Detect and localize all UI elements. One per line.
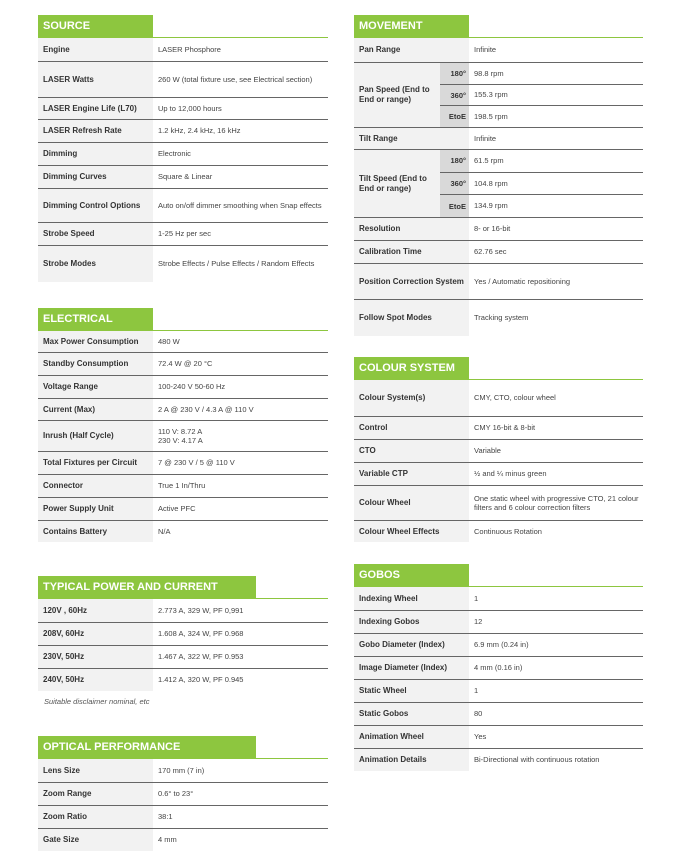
spec-label: Connector: [38, 475, 153, 497]
spec-label: Inrush (Half Cycle): [38, 421, 153, 451]
section-header: [38, 15, 328, 38]
spec-value: 4 mm: [158, 835, 177, 845]
spec-row: [354, 587, 643, 610]
spec-row: [354, 656, 643, 679]
spec-label: Static Gobos: [354, 703, 469, 725]
spec-value: 1.467 A, 322 W, PF 0.953: [158, 652, 244, 662]
spec-row: [38, 497, 328, 520]
section-header: [38, 576, 328, 599]
spec-value: 1.608 A, 324 W, PF 0.968: [158, 629, 244, 639]
spec-label: Control: [354, 417, 469, 439]
spec-row: [354, 299, 643, 336]
spec-value: 38:1: [158, 812, 173, 822]
spec-row: [354, 748, 643, 771]
spec-row: [354, 520, 643, 542]
spec-value: 1.412 A, 320 W, PF 0.945: [158, 675, 244, 685]
spec-row: [354, 380, 643, 416]
spec-row: [354, 485, 643, 520]
spec-value: 110 V: 8.72 A 230 V: 4.17 A: [158, 426, 203, 445]
spec-row: [38, 38, 328, 61]
section-header: [38, 736, 328, 759]
spec-row: [38, 645, 328, 668]
spec-label: Indexing Gobos: [354, 611, 469, 633]
sub-row: [440, 172, 643, 195]
spec-label: Dimming Control Options: [38, 189, 153, 222]
spec-row: [38, 142, 328, 165]
spec-row: [354, 217, 643, 240]
spec-row: [38, 828, 328, 851]
spec-value: Up to 12,000 hours: [158, 103, 222, 113]
spec-value: N/A: [158, 526, 171, 536]
spec-row: [354, 416, 643, 439]
section-title: OPTICAL PERFORMANCE: [38, 736, 256, 758]
spec-value: 12: [474, 617, 483, 627]
spec-label: Engine: [38, 38, 153, 61]
spec-value: 4 mm (0.16 in): [474, 663, 523, 673]
spec-label: Static Wheel: [354, 680, 469, 702]
sub-value: 198.5 rpm: [474, 111, 508, 121]
section-title: GOBOS: [354, 564, 469, 586]
spec-label: Voltage Range: [38, 376, 153, 398]
spec-label: Resolution: [354, 218, 469, 240]
spec-label: 240V, 50Hz: [38, 669, 153, 691]
spec-label: Pan Speed (End to End or range): [354, 63, 440, 127]
spec-label: Standby Consumption: [38, 353, 153, 375]
spec-row: [38, 188, 328, 222]
spec-value: Yes / Automatic repositioning: [474, 276, 571, 286]
spec-value: Continuous Rotation: [474, 526, 542, 536]
spec-label: Animation Wheel: [354, 726, 469, 748]
spec-label: Total Fixtures per Circuit: [38, 452, 153, 474]
spec-value: True 1 In/Thru: [158, 481, 206, 491]
spec-row: [354, 149, 643, 217]
sub-label: 180°: [440, 150, 469, 172]
spec-value: 1: [474, 593, 479, 603]
spec-row: [38, 352, 328, 375]
section-header: [354, 564, 643, 587]
spec-value: 6.9 mm (0.24 in): [474, 640, 529, 650]
spec-row: [38, 622, 328, 645]
spec-row: [354, 62, 643, 127]
spec-value: Bi-Directional with continuous rotation: [474, 755, 600, 765]
spec-value: 260 W (total fixture use, see Electrical section): [158, 74, 313, 84]
spec-label: Current (Max): [38, 399, 153, 420]
spec-label: Image Diameter (Index): [354, 657, 469, 679]
spec-value: 170 mm (7 in): [158, 765, 205, 775]
section-optical: [38, 736, 328, 851]
spec-label: Max Power Consumption: [38, 331, 153, 352]
spec-label: Strobe Speed: [38, 223, 153, 245]
sub-value: 61.5 rpm: [474, 156, 504, 166]
spec-row: [38, 782, 328, 805]
section-header: [354, 15, 643, 38]
spec-row: [354, 679, 643, 702]
spec-label: Gobo Diameter (Index): [354, 634, 469, 656]
spec-value: One static wheel with progressive CTO, 21 colour filters and 6 colour correction filters: [474, 493, 639, 512]
section-title: SOURCE: [38, 15, 153, 37]
spec-label: Dimming: [38, 143, 153, 165]
sub-value: 98.8 rpm: [474, 68, 504, 78]
spec-value: 80: [474, 709, 483, 719]
spec-label: 120V , 60Hz: [38, 599, 153, 622]
spec-row: [38, 331, 328, 352]
spec-label: Dimming Curves: [38, 166, 153, 188]
spec-row: [354, 127, 643, 149]
spec-value: Yes: [474, 732, 487, 742]
spec-value: Electronic: [158, 149, 191, 159]
sub-rows: [440, 63, 643, 127]
sub-row: [440, 63, 643, 84]
section-source: [38, 15, 328, 282]
spec-label: Calibration Time: [354, 241, 469, 263]
spec-label: Zoom Range: [38, 783, 153, 805]
spec-value: CMY, CTO, colour wheel: [474, 393, 556, 403]
section-gobos: [354, 564, 643, 771]
sub-value: 155.3 rpm: [474, 90, 508, 100]
spec-value: 0.6° to 23°: [158, 789, 194, 799]
section-title: COLOUR SYSTEM: [354, 357, 469, 379]
sub-row: [440, 194, 643, 217]
spec-row: [354, 725, 643, 748]
disclaimer-note: Suitable disclaimer nominal, etc: [44, 697, 150, 706]
spec-value: CMY 16-bit & 8-bit: [474, 423, 536, 433]
section-movement: [354, 15, 643, 336]
spec-row: [354, 263, 643, 299]
spec-value: 1.2 kHz, 2.4 kHz, 16 kHz: [158, 126, 241, 136]
spec-label: LASER Refresh Rate: [38, 120, 153, 142]
spec-value: 8- or 16-bit: [474, 224, 511, 234]
section-typical-power: [38, 576, 328, 691]
spec-value: 2 A @ 230 V / 4.3 A @ 110 V: [158, 404, 254, 414]
spec-label: 230V, 50Hz: [38, 646, 153, 668]
spec-label: Colour System(s): [354, 380, 469, 416]
spec-label: Pan Range: [354, 38, 469, 62]
spec-value: 7 @ 230 V / 5 @ 110 V: [158, 458, 235, 468]
spec-value: 480 W: [158, 336, 180, 346]
spec-value: Strobe Effects / Pulse Effects / Random Effects: [158, 259, 315, 269]
sub-label: EtoE: [440, 106, 469, 127]
sub-label: EtoE: [440, 195, 469, 217]
spec-row: [38, 451, 328, 474]
spec-row: [354, 702, 643, 725]
spec-value: 2.773 A, 329 W, PF 0,991: [158, 605, 244, 615]
spec-row: [38, 245, 328, 282]
section-header: [38, 308, 328, 331]
sub-row: [440, 84, 643, 106]
spec-row: [38, 420, 328, 451]
spec-value: Infinite: [474, 45, 497, 55]
section-title: TYPICAL POWER AND CURRENT: [38, 576, 256, 598]
spec-row: [354, 633, 643, 656]
spec-row: [354, 240, 643, 263]
spec-value: 1-25 Hz per sec: [158, 229, 211, 239]
spec-label: Tilt Range: [354, 128, 469, 149]
spec-row: [38, 759, 328, 782]
spec-row: [38, 375, 328, 398]
section-header: [354, 357, 643, 380]
spec-label: Follow Spot Modes: [354, 300, 469, 336]
spec-value: 72.4 W @ 20 °C: [158, 359, 213, 369]
sub-row: [440, 150, 643, 172]
spec-label: Gate Size: [38, 829, 153, 851]
spec-label: Animation Details: [354, 749, 469, 771]
spec-row: [354, 610, 643, 633]
spec-row: [38, 222, 328, 245]
spec-row: [38, 61, 328, 97]
spec-label: LASER Watts: [38, 62, 153, 97]
sub-label: 360°: [440, 85, 469, 106]
section-title: ELECTRICAL: [38, 308, 153, 330]
spec-value: ½ and ¼ minus green: [474, 469, 547, 479]
spec-label: Variable CTP: [354, 463, 469, 485]
spec-row: [354, 439, 643, 462]
spec-label: Contains Battery: [38, 521, 153, 542]
spec-row: [38, 599, 328, 622]
spec-row: [38, 165, 328, 188]
sub-value: 104.8 rpm: [474, 178, 508, 188]
spec-row: [38, 805, 328, 828]
spec-row: [38, 119, 328, 142]
spec-value: Variable: [474, 446, 501, 456]
spec-value: LASER Phosphore: [158, 44, 221, 54]
sub-label: 360°: [440, 173, 469, 195]
spec-row: [38, 398, 328, 420]
spec-row: [38, 474, 328, 497]
spec-value: Square & Linear: [158, 172, 213, 182]
sub-row: [440, 105, 643, 127]
sub-rows: [440, 150, 643, 217]
sub-label: 180°: [440, 63, 469, 84]
spec-row: [38, 520, 328, 542]
spec-label: Position Correction System: [354, 264, 469, 299]
section-title: MOVEMENT: [354, 15, 469, 37]
spec-label: Power Supply Unit: [38, 498, 153, 520]
spec-value: Infinite: [474, 133, 497, 143]
spec-label: Strobe Modes: [38, 246, 153, 282]
spec-label: LASER Engine Life (L70): [38, 98, 153, 119]
spec-row: [354, 38, 643, 62]
section-electrical: [38, 308, 328, 542]
spec-value: Active PFC: [158, 504, 196, 514]
spec-label: 208V, 60Hz: [38, 623, 153, 645]
spec-label: CTO: [354, 440, 469, 462]
spec-value: 62.76 sec: [474, 247, 507, 257]
spec-label: Lens Size: [38, 759, 153, 782]
spec-label: Indexing Wheel: [354, 587, 469, 610]
spec-value: Tracking system: [474, 313, 529, 323]
spec-value: 1: [474, 686, 479, 696]
spec-value: Auto on/off dimmer smoothing when Snap effects: [158, 200, 322, 210]
spec-label: Zoom Ratio: [38, 806, 153, 828]
spec-row: [38, 97, 328, 119]
spec-value: 100-240 V 50-60 Hz: [158, 382, 226, 392]
spec-label: Colour Wheel Effects: [354, 521, 469, 542]
spec-label: Tilt Speed (End to End or range): [354, 150, 440, 217]
spec-row: [38, 668, 328, 691]
spec-label: Colour Wheel: [354, 486, 469, 520]
sub-value: 134.9 rpm: [474, 201, 508, 211]
section-colour: [354, 357, 643, 542]
spec-row: [354, 462, 643, 485]
